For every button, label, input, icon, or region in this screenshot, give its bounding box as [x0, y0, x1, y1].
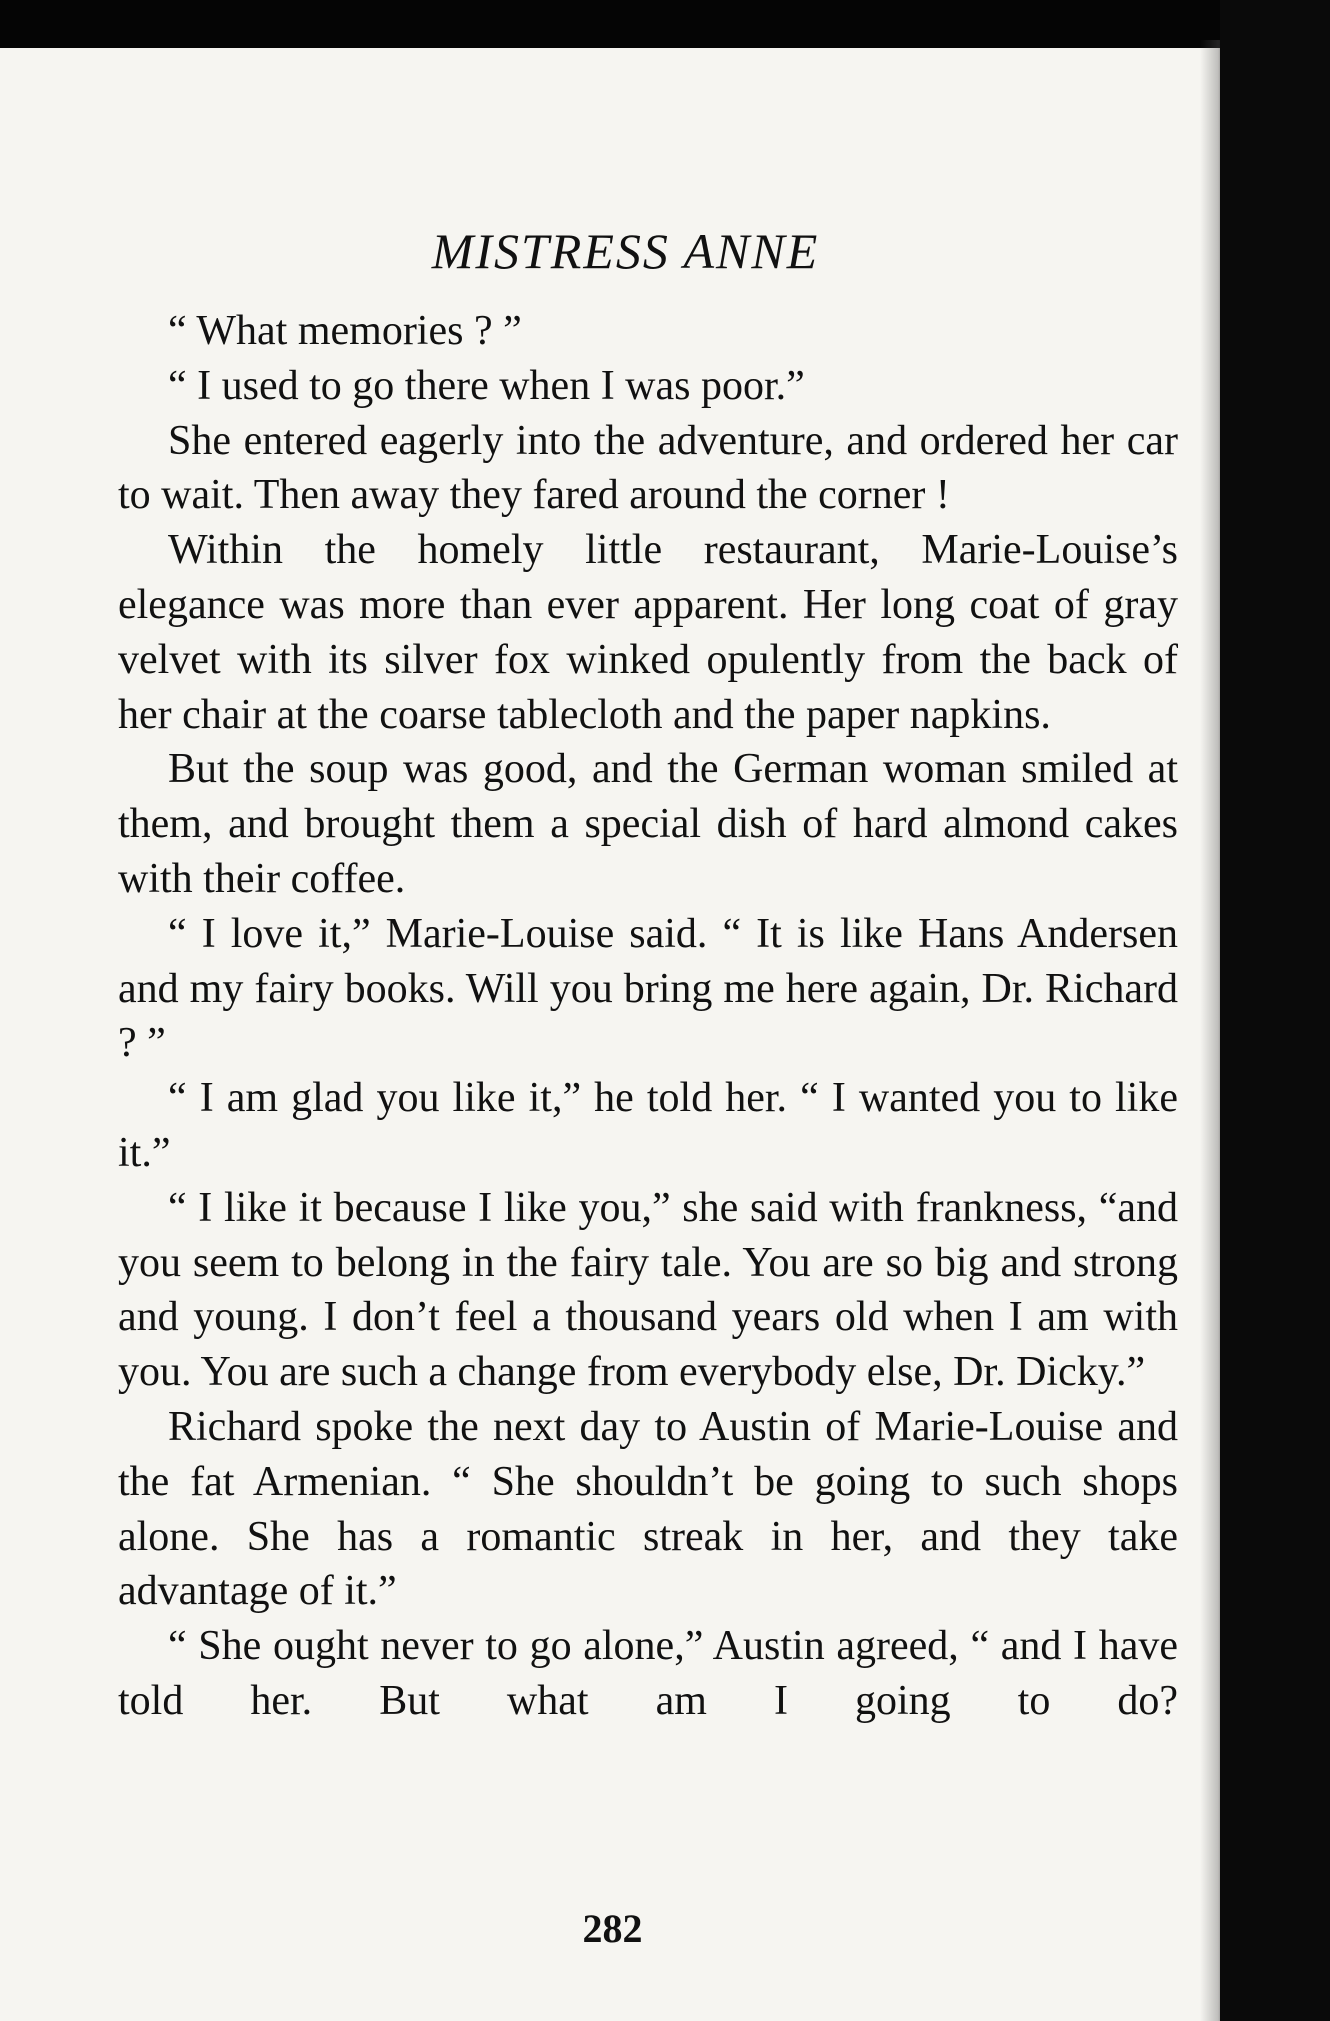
paragraph: Within the homely little restaurant, Marie-Louise’s elegance was more than ever apparent. Her long coat of gray velvet with its silver fox winked opulently from the back of her chair at the coarse tablecloth and the paper napkins. [118, 527, 1178, 738]
running-head: MISTRESS ANNE [431, 223, 820, 279]
paragraph: She entered eagerly into the adventure, and ordered her car to wait. Then away they fared around the corner ! [118, 417, 1178, 519]
scan-right-edge [1220, 0, 1330, 2021]
paragraph: “ I used to go there when I was poor.” [168, 362, 805, 409]
paragraph: “ She ought never to go alone,” Austin agreed, “ and I have told her. But what am I going to do? [118, 1623, 1178, 1724]
paragraph: “ What memories ? ” [168, 308, 522, 354]
paragraph: “ I am glad you like it,” he told her. “ I wanted you to like it.” [118, 1075, 1178, 1176]
book-page [118, 222, 1178, 1729]
paragraph: “ I like it because I like you,” she said with frankness, “and you seem to belong in the fairy tale. You are so big and strong and young. I don’t feel a thousand years old when I am with you. You are such a change from everybody else, Dr. Dicky.” [118, 1184, 1178, 1396]
scan-top-border [0, 0, 1330, 48]
page-number: 282 [582, 1906, 643, 1951]
paragraph: Richard spoke the next day to Austin of Marie-Louise and the fat Armenian. “ She shouldn’t be going to such shops alone. She has a romantic streak in her, and they take advantage of it.” [118, 1403, 1178, 1615]
paragraph: But the soup was good, and the German woman smiled at them, and brought them a special dish of hard almond cakes with their coffee. [118, 746, 1178, 902]
paragraph: “ I love it,” Marie-Louise said. “ It is like Hans Andersen and my fairy books. Will you bring me here again, Dr. Richard ? ” [118, 910, 1178, 1067]
body-text [118, 304, 1178, 1729]
